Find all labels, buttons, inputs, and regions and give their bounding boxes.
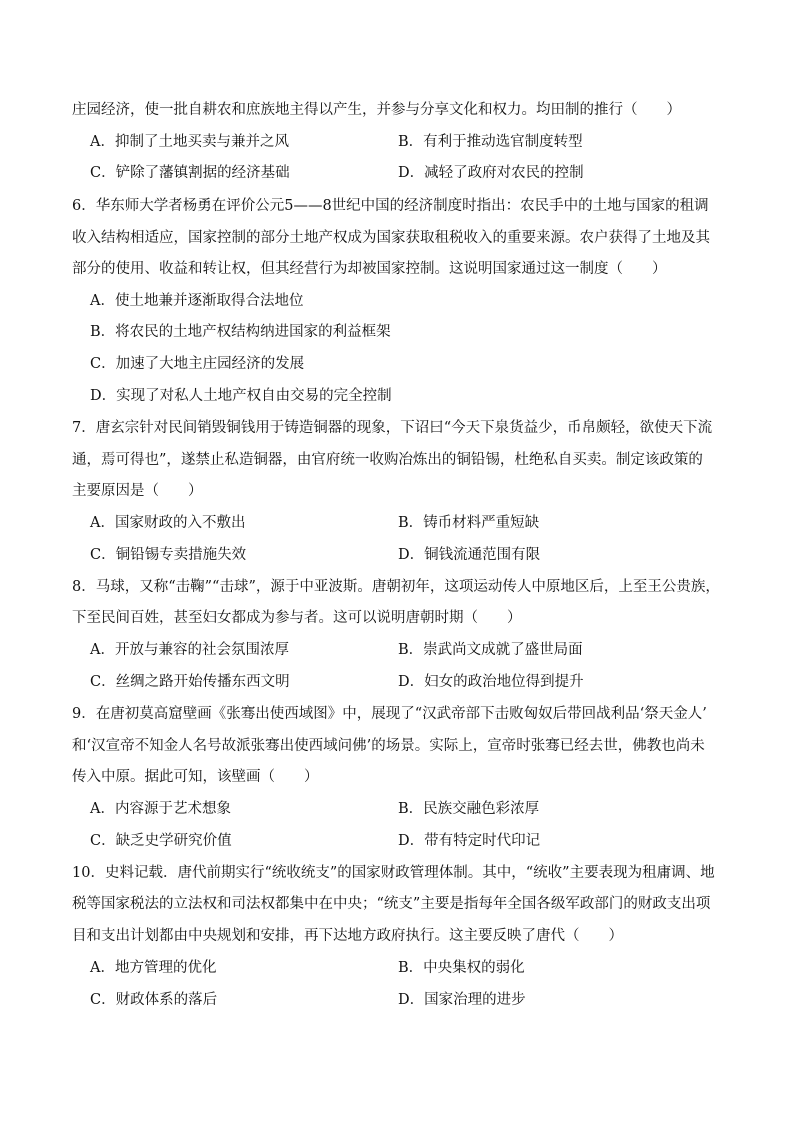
q7-option-b: B．铸币材料严重短缺: [398, 515, 540, 531]
q9-stem-line-3: 传入中原。据此可知，该壁画（ ）: [72, 769, 319, 785]
q5-option-a: A．抑制了土地买卖与兼并之风: [90, 134, 289, 150]
q9-option-b: B．民族交融色彩浓厚: [398, 801, 540, 817]
q10-option-d: D．国家治理的进步: [398, 992, 526, 1008]
q9-option-c: C．缺乏史学研究价值: [90, 833, 232, 849]
q5-stem-tail: 庄园经济，使一批自耕农和庶族地主得以产生，并参与分享文化和权力。均田制的推行（ ）: [72, 102, 681, 118]
q6-option-c: C．加速了大地主庄园经济的发展: [90, 356, 305, 372]
q10-stem-line-1: 10．史料记载．唐代前期实行“统收统支”的国家财政管理体制。其中，“统收”主要表现为租庸调、地: [72, 865, 715, 881]
q8-option-a: A．开放与兼容的社会氛围浓厚: [90, 642, 289, 658]
q10-option-c: C．财政体系的落后: [90, 992, 218, 1008]
q10-stem-line-3: 目和支出计划都由中央规划和安排，再下达地方政府执行。这主要反映了唐代（ ）: [72, 928, 623, 944]
q8-option-b: B．崇武尚文成就了盛世局面: [398, 642, 583, 658]
q6-stem-line-2: 收入结构相适应，国家控制的部分土地产权成为国家获取租税收入的重要来源。农户获得了土地及其: [72, 230, 710, 246]
q7-stem-line-1: 7．唐玄宗针对民间销毁铜钱用于铸造铜器的现象，下诏曰“今天下泉货益少，币帛颇轻，欲使天下流: [72, 420, 713, 436]
q9-option-a: A．内容源于艺术想象: [90, 801, 231, 817]
q6-stem-line-1: 6．华东师大学者杨勇在评价公元5——8世纪中国的经济制度时指出：农民手中的土地与国家的租调: [72, 198, 709, 214]
q7-option-d: D．铜钱流通范围有限: [398, 547, 541, 563]
q7-option-c: C．铜铅锡专卖措施失效: [90, 547, 247, 563]
q6-stem-line-3: 部分的使用、收益和转让权，但其经营行为却被国家控制。这说明国家通过这一制度（ ）: [72, 261, 667, 277]
q10-option-a: A．地方管理的优化: [90, 960, 217, 976]
q8-stem-line-2: 下至民间百姓，甚至妇女都成为参与者。这可以说明唐朝时期（ ）: [72, 610, 522, 626]
q8-option-d: D．妇女的政治地位得到提升: [398, 674, 584, 690]
q8-option-c: C．丝绸之路开始传播东西文明: [90, 674, 290, 690]
q7-stem-line-3: 主要原因是（ ）: [72, 483, 203, 499]
q6-option-b: B．将农民的土地产权结构纳进国家的利益框架: [90, 324, 391, 340]
q5-option-b: B．有利于推动选官制度转型: [398, 134, 583, 150]
q8-stem-line-1: 8．马球，又称“击鞠”“击球”，源于中亚波斯。唐朝初年，这项运动传人中原地区后，上至王公贵族，: [72, 579, 720, 595]
q6-option-d: D．实现了对私人土地产权自由交易的完全控制: [90, 388, 392, 404]
q10-option-b: B．中央集权的弱化: [398, 960, 525, 976]
q5-option-d: D．减轻了政府对农民的控制: [398, 165, 584, 181]
q5-option-c: C．铲除了藩镇割据的经济基础: [90, 165, 290, 181]
q7-option-a: A．国家财政的入不敷出: [90, 515, 246, 531]
q7-stem-line-2: 通，焉可得也”，遂禁止私造铜器，由官府统一收购冶炼出的铜铅锡，杜绝私自买卖。制定该政策的: [72, 452, 703, 468]
q10-stem-line-2: 税等国家税法的立法权和司法权都集中在中央；“统支”主要是指每年全国各级军政部门的财政支出项: [72, 896, 711, 912]
q9-stem-line-2: 和‘汉宣帝不知金人名号故派张骞出使西域问佛’的场景。实际上，宣帝时张骞已经去世，佛教也尚未: [72, 738, 705, 754]
q6-option-a: A．使土地兼并逐渐取得合法地位: [90, 293, 304, 309]
q9-option-d: D．带有特定时代印记: [398, 833, 541, 849]
q9-stem-line-1: 9．在唐初莫高窟壁画《张骞出使西域图》中，展现了“汉武帝部下击败匈奴后带回战利品‘祭天金人’: [72, 706, 707, 722]
